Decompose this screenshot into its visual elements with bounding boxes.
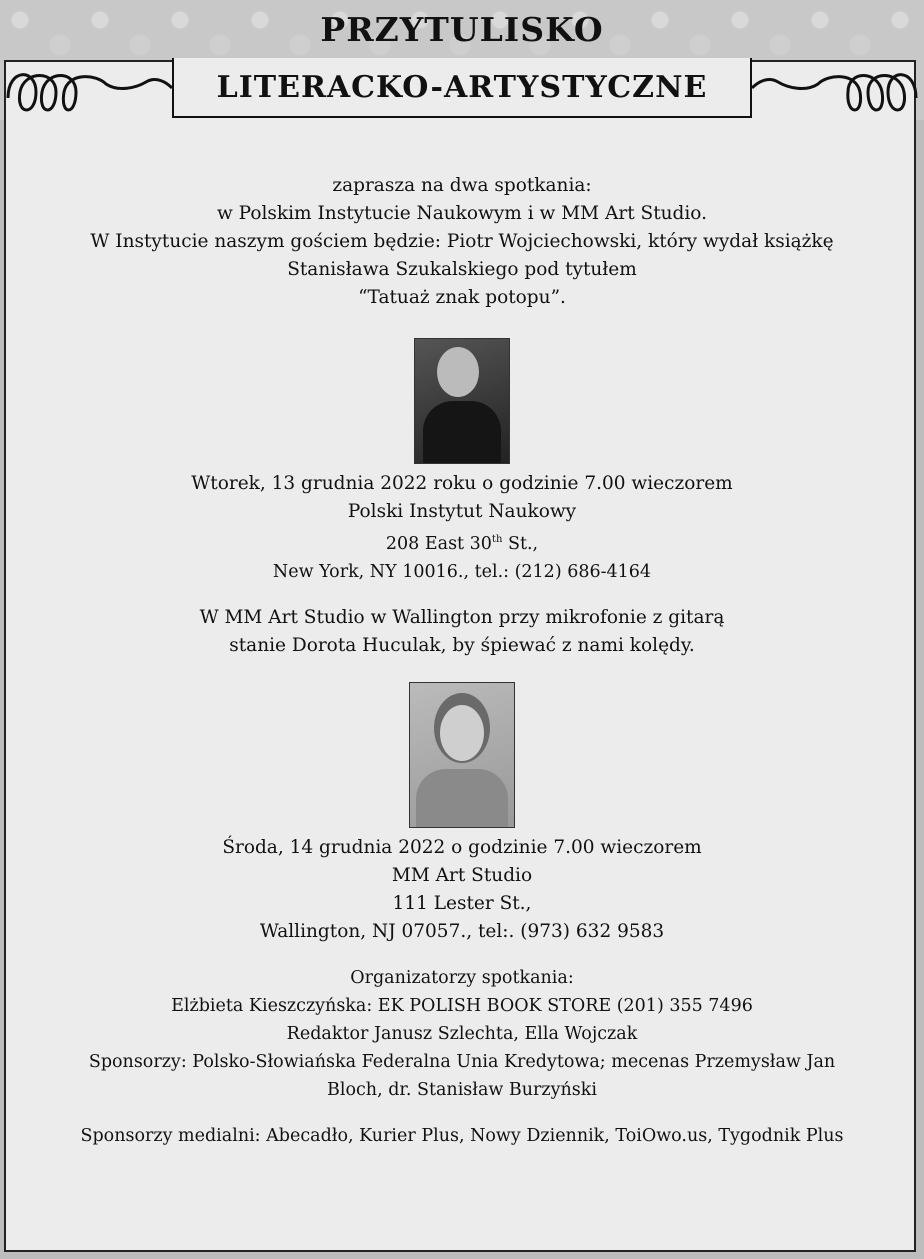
title-line-2: LITERACKO-ARTYSTYCZNE xyxy=(216,70,708,105)
intro-line-4: Stanisława Szukalskiego pod tytułem xyxy=(287,259,637,280)
intro-line-2: w Polskim Instytucie Naukowym i w MM Art Studio. xyxy=(216,203,708,224)
title-line-1: PRZYTULISKO xyxy=(320,10,604,49)
intro-line-5: “Tatuaż znak potopu”. xyxy=(358,287,566,308)
photo-piotr-wojciechowski xyxy=(414,338,510,464)
studio-intro-line-1: W MM Art Studio w Wallington przy mikrofonie z gitarą xyxy=(199,606,725,628)
event2-date: Środa, 14 grudnia 2022 o godzinie 7.00 wieczorem xyxy=(222,836,702,858)
organizers-line-2: Redaktor Janusz Szlechta, Ella Wojczak xyxy=(286,1023,638,1044)
sponsors-line-2: Bloch, dr. Stanisław Burzyński xyxy=(327,1079,597,1100)
organizers-line-1: Elżbieta Kieszczyńska: EK POLISH BOOK STORE (201) 355 7496 xyxy=(171,995,753,1016)
right-swirl-ornament xyxy=(752,58,918,124)
title-box xyxy=(172,58,752,118)
event2-venue: MM Art Studio xyxy=(391,864,533,886)
photo-dorota-huculak xyxy=(409,682,515,828)
event1-address: 208 East 30th St., xyxy=(385,533,539,554)
intro-line-1: zaprasza na dwa spotkania: xyxy=(332,175,592,196)
media-sponsors: Sponsorzy medialni: Abecadło, Kurier Plus, Nowy Dziennik, ToiOwo.us, Tygodnik Plus xyxy=(80,1125,844,1146)
event1-city: New York, NY 10016., tel.: (212) 686-4164 xyxy=(272,561,652,582)
sponsors-line-1: Sponsorzy: Polsko-Słowiańska Federalna Unia Kredytowa; mecenas Przemysław Jan xyxy=(88,1051,836,1072)
intro-line-3: W Instytucie naszym gościem będzie: Piotr Wojciechowski, który wydał książkę xyxy=(90,231,834,252)
organizers-heading: Organizatorzy spotkania: xyxy=(350,967,574,988)
event2-city: Wallington, NJ 07057., tel:. (973) 632 9583 xyxy=(259,920,665,942)
event2-address: 111 Lester St., xyxy=(392,892,532,914)
event1-date: Wtorek, 13 grudnia 2022 roku o godzinie 7.00 wieczorem xyxy=(191,473,733,494)
left-swirl-ornament xyxy=(6,58,172,124)
event1-venue: Polski Instytut Naukowy xyxy=(347,501,577,522)
studio-intro-line-2: stanie Dorota Huculak, by śpiewać z nami kolędy. xyxy=(229,634,695,656)
flyer-content xyxy=(0,172,924,1150)
